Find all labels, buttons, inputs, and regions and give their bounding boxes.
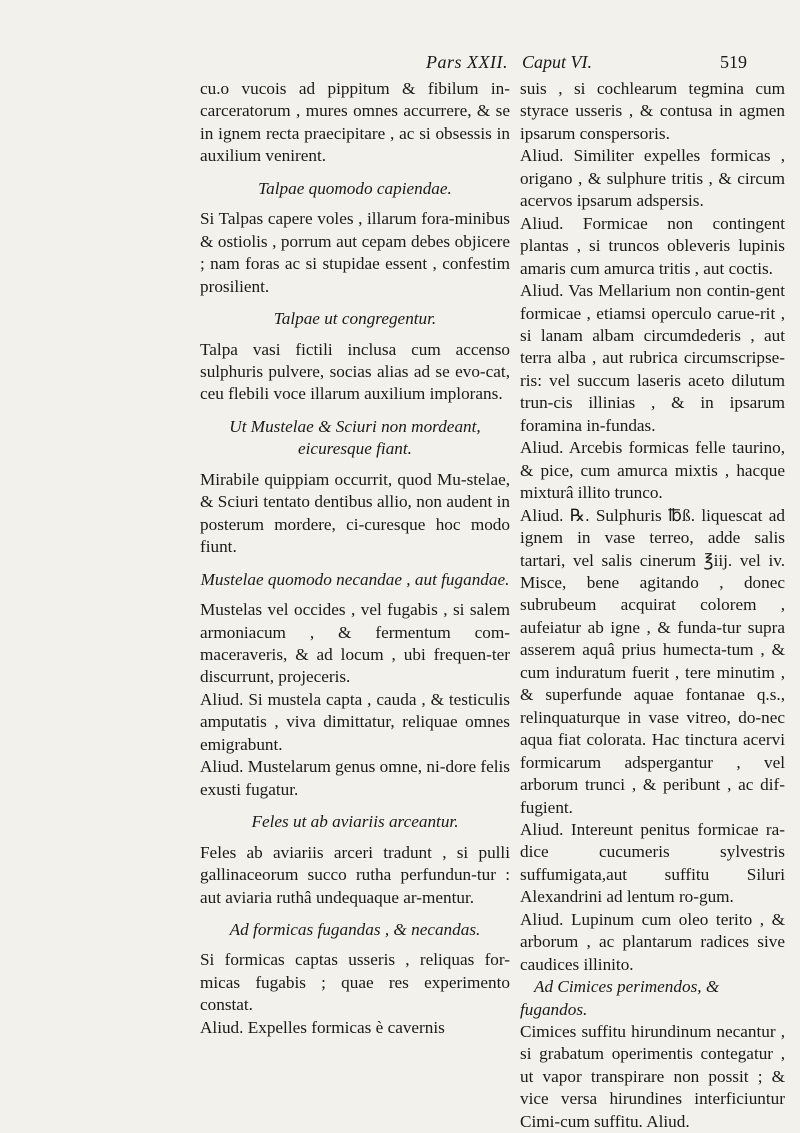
right-column (520, 78, 785, 1133)
paragraph: Aliud. Vas Mellarium non contin-gent formicae , etiamsi operculo carue-rit , si lanam albam circumdederis , aut terra alba , aut rubrica circumscripse-ris: vel succum laseris aceto dilutum trun-cis illinias , & in ipsarum foramina in-fundas. (520, 281, 785, 435)
paragraph: Aliud. Arcebis formicas felle taurino, & pice, cum amurca mixtis , hacque mixturâ illito trunco. (520, 438, 785, 503)
section-heading: Ad Cimices perimendos, & fugandos. (520, 977, 720, 1019)
paragraph: Aliud. Lupinum cum oleo terito , & arborum , ac plantarum radices sive caudices illinito. (520, 909, 785, 974)
paragraph: Talpa vasi fictili inclusa cum accenso sulphuris pulvere, socias alias ad se evo-cat, ceu flebili voce illarum auxilium implorans. (200, 339, 510, 404)
paragraph: suis , si cochlearum tegmina cum styrace usseris , & contusa in agmen ipsarum conspersoris. (520, 79, 785, 143)
paragraph: Mirabile quippiam occurrit, quod Mu-stelae, & Sciuri tentato dentibus allio, non audent in posterum mordere, ci-curesque hoc modo fiunt. (200, 469, 510, 557)
paragraph: Aliud. Formicae non contingent plantas , si truncos obleveris lupinis amaris cum amurca tritis , aut coctis. (520, 213, 785, 278)
section-heading: Mustelae quomodo necandae , aut fugandae. (200, 569, 510, 589)
section-heading: Feles ut ab aviariis arceantur. (251, 812, 459, 832)
running-head-chapter: Caput VI. (522, 52, 592, 72)
paragraph: Aliud. ℞. Sulphuris ℔ß. liquescat ad ignem in vase terreo, adde salis tartari, vel salis cinerum ℥iij. vel iv. Misce, bene agitando , donec subrubeum acquirat colorem , aufeiatur ab igne , & funda-tur supra asserem aquâ prius humecta-tum , & cum induratum fuerit , tere minutim , & superfunde aquae fontanae q.s., relinquaturque in vase vitreo, do-nec aqua fiat colorata. Hac tinctura acervi formicarum adspergantur , vel arborum trunci , & peribunt , ac dif-fugient. (520, 505, 785, 817)
page-number: 519 (720, 52, 747, 72)
paragraph: Mustelas vel occides , vel fugabis , si salem armoniacum , & fermentum com-maceraveris, & ad locum , ubi frequen-ter discurrunt, projeceris. (200, 600, 510, 687)
paragraph: Aliud. Intereunt penitus formicae ra-dice cucumeris sylvestris suffumigata,aut suffitu Siluri Alexandrini ad lentum ro-gum. (520, 819, 785, 907)
paragraph: Aliud. Expelles formicas è cavernis (200, 1017, 445, 1037)
paragraph: Aliud. Si mustela capta , cauda , & testiculis amputatis , viva dimittatur, reliquae omnes emigrabunt. (200, 689, 510, 754)
paragraph: Si Talpas capere voles , illarum fora-minibus & ostiolis , porrum aut cepam debes objicere ; nam foras ac si stupidae essent , confestim prosilient. (200, 209, 510, 296)
section-heading: Ut Mustelae & Sciuri non mordeant, eicuresque fiant. (229, 416, 481, 459)
paragraph: Feles ab aviariis arceri tradunt , si pulli gallinaceorum succo rutha perfundun-tur : aut aviaria ruthâ undequaque ar-mentur. (200, 842, 510, 907)
section-heading: Talpae quomodo capiendae. (258, 178, 452, 198)
paragraph: cu.o vucois ad pippitum & fibilum in-carceratorum , mures omnes accurrere, & se in ignem recta praecipitare , ac si obsessis in auxilium venirent. (200, 79, 510, 166)
section-heading: Ad formicas fugandas , & necandas. (229, 919, 481, 939)
paragraph: Si formicas captas usseris , reliquas for-micas fugabis ; quae res experimento constat. (200, 950, 510, 1015)
left-column (200, 78, 510, 1039)
paragraph: Aliud. Mustelarum genus omne, ni-dore felis exusti fugatur. (200, 757, 510, 799)
section-heading: Talpae ut congregentur. (273, 309, 437, 329)
paragraph: Aliud. Similiter expelles formicas , origano , & sulphure tritis , & circum acervos ipsarum adspersis. (520, 146, 785, 211)
paragraph: Cimices suffitu hirundinum necantur , si grabatum operimentis contegatur , ut vapor transpirare non possit ; & vice versa hirundines interficiuntur Cimi-cum suffitu. Aliud. (520, 1022, 785, 1131)
running-head-part: Pars XXII. (426, 52, 508, 72)
